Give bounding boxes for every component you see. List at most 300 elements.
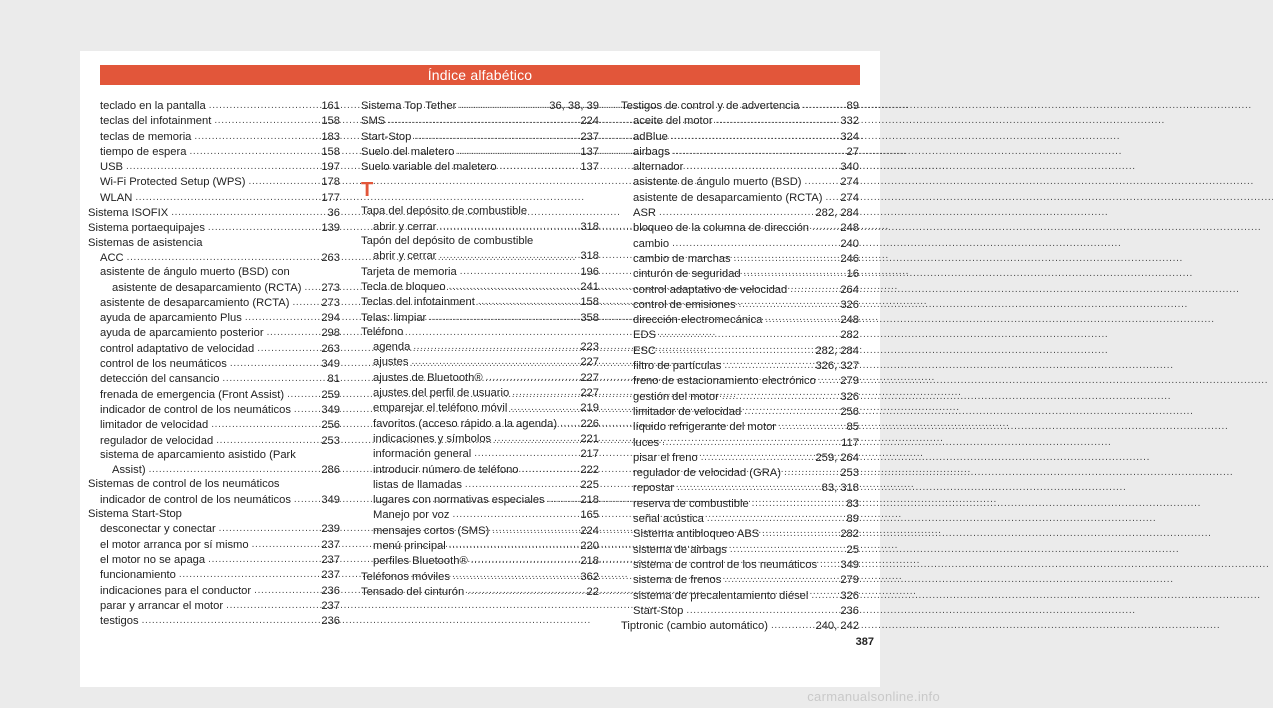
index-entry-page: 25: [846, 543, 859, 556]
index-entry-page: 183: [321, 130, 340, 143]
index-heading: Tapón del depósito de combustible: [361, 235, 534, 248]
index-entry-label: teclas del infotainment: [100, 115, 212, 128]
index-entry-page: 259: [321, 388, 340, 401]
dot-leader: [439, 248, 577, 263]
index-entry-page: 83: [846, 497, 859, 510]
dot-leader: [659, 205, 812, 220]
index-entry: [88, 537, 340, 552]
index-entry-label: Suelo del maletero: [361, 145, 455, 158]
index-entry: [361, 431, 599, 446]
index-entry: [621, 557, 859, 572]
index-entry-label: agenda: [373, 341, 411, 354]
index-entry-label: regulador de velocidad: [100, 434, 214, 447]
dot-leader: [254, 583, 318, 598]
index-heading: sistema de aparcamiento asistido (Park: [100, 448, 296, 461]
index-entry-page: 324: [840, 130, 859, 143]
index-entry-page: 223: [580, 341, 599, 354]
index-entry: [88, 583, 340, 598]
dot-leader: [672, 236, 837, 251]
index-entry-page: 139: [321, 222, 340, 235]
dot-leader: [429, 310, 577, 325]
index-entry: [361, 584, 599, 599]
index-entry-page: 239: [321, 523, 340, 536]
dot-leader: [771, 618, 812, 633]
dot-leader: [294, 402, 318, 417]
index-entry: [361, 523, 599, 538]
index-entry-page: 227: [580, 387, 599, 400]
dot-leader: [820, 557, 837, 572]
index-entry: [621, 373, 859, 388]
index-entry-label: cinturón de seguridad: [633, 268, 741, 281]
index-entry-label: Teclas del infotainment: [361, 296, 475, 309]
dot-leader: [439, 219, 577, 234]
index-entry-label: detección del cansancio: [100, 373, 220, 386]
index-entry-page: 224: [580, 115, 599, 128]
index-entry-page: 89: [846, 100, 859, 112]
index-entry-label: regulador de velocidad (GRA): [633, 467, 781, 480]
dot-leader: [287, 387, 318, 402]
page-number: 387: [855, 636, 874, 648]
index-entry-page: 358: [580, 311, 599, 324]
index-entry-page: 362: [580, 570, 599, 583]
index-entry-label: señal acústica: [633, 513, 704, 526]
index-entry: [621, 603, 859, 618]
index-entry: [88, 129, 340, 144]
index-entry: [361, 219, 599, 234]
index-entry: [621, 389, 859, 404]
index-entry-label: sistema de airbags: [633, 543, 727, 556]
dot-leader: [142, 613, 319, 628]
index-entry-label: dirección electromecánica: [633, 314, 763, 327]
index-entry: [361, 129, 599, 144]
index-entry-label: EDS: [633, 329, 657, 342]
index-entry: [88, 387, 340, 402]
index-heading: Sistemas de control de los neumáticos: [88, 478, 280, 491]
index-entry: [88, 402, 340, 417]
index-entry-page: 222: [580, 463, 599, 476]
index-entry-page: 237: [580, 130, 599, 143]
index-entry-label: desconectar y conectar: [100, 523, 216, 536]
index-entry-page: 349: [321, 493, 340, 506]
index-entry: [361, 279, 599, 294]
index-entry-page: 349: [321, 358, 340, 371]
index-entry-page: 221: [580, 432, 599, 445]
index-entry: [621, 236, 859, 251]
index-entry-page: 220: [580, 540, 599, 553]
index-entry: [621, 511, 859, 526]
index-entry: [621, 98, 859, 113]
index-entry: [361, 462, 599, 477]
dot-leader: [671, 129, 837, 144]
index-entry: [621, 113, 859, 128]
index-entry: [621, 526, 859, 541]
dot-leader: [659, 327, 837, 342]
index-entry-label: alternador: [633, 161, 684, 174]
index-entry: [621, 435, 859, 450]
index-entry-page: 326: [840, 298, 859, 311]
index-entry: [361, 113, 599, 128]
index-entry-page: 349: [321, 403, 340, 416]
index-entry: [621, 251, 859, 266]
index-entry-page: 178: [321, 176, 340, 189]
index-entry-label: asistente de desaparcamiento (RCTA): [112, 281, 302, 294]
index-entry: [621, 327, 859, 342]
index-entry-label: repostar: [633, 482, 675, 495]
index-entry-page: 217: [580, 448, 599, 461]
dot-leader: [252, 537, 319, 552]
dot-leader: [765, 312, 837, 327]
index-entry-label: Start-Stop: [361, 130, 412, 143]
dot-leader: [209, 98, 319, 113]
index-entry-label: control adaptativo de velocidad: [633, 283, 788, 296]
index-entry: [621, 588, 859, 603]
index-entry-page: 318: [580, 250, 599, 263]
dot-leader: [744, 266, 844, 281]
index-entry-page: 237: [321, 538, 340, 551]
index-entry: [621, 404, 859, 419]
index-entry: [361, 370, 599, 385]
index-entry-page: 137: [580, 145, 599, 158]
dot-leader: [257, 341, 318, 356]
dot-leader: [222, 371, 324, 386]
index-entry-page: 253: [321, 434, 340, 447]
index-entry: [621, 358, 859, 373]
index-entry-label: asistente de desaparcamiento (RCTA): [100, 296, 290, 309]
index-entry-page: 246: [840, 252, 859, 265]
index-entry-page: 294: [321, 312, 340, 325]
index-entry-label: control de los neumáticos: [100, 358, 227, 371]
dot-leader: [811, 588, 837, 603]
index-heading: Teléfono: [361, 325, 404, 338]
index-entry: [88, 144, 340, 159]
index-entry: [621, 174, 859, 189]
index-entry-page: 226: [580, 417, 599, 430]
index-entry: [88, 190, 340, 205]
dot-leader: [716, 113, 838, 128]
index-entry-page: 279: [840, 574, 859, 587]
index-entry-page: 237: [321, 569, 340, 582]
index-entry-label: ajustes del perfil de usuario: [373, 387, 510, 400]
index-entry-label: líquido refrigerante del motor: [633, 421, 777, 434]
dot-leader: [292, 295, 318, 310]
index-entry-page: 197: [321, 161, 340, 174]
index-entry: [88, 371, 340, 386]
dot-leader: [474, 446, 577, 461]
index-entry-page: 264: [840, 283, 859, 296]
dot-leader: [701, 450, 813, 465]
index-entry: [88, 552, 340, 567]
index-entry-label: parar y arrancar el motor: [100, 599, 224, 612]
index-entry: [88, 613, 340, 628]
index-entry-label: indicaciones y símbolos: [373, 432, 492, 445]
dot-leader: [686, 159, 837, 174]
index-entry: [361, 264, 599, 279]
index-entry-page: 85: [846, 421, 859, 434]
index-entry-label: el motor arranca por sí mismo: [100, 538, 249, 551]
index-entry: [361, 339, 599, 354]
index-entry: [621, 190, 859, 205]
dot-leader: [819, 373, 837, 388]
index-entry-label: pisar el freno: [633, 451, 698, 464]
index-entry: [621, 496, 859, 511]
dot-leader: [208, 220, 318, 235]
dot-leader: [784, 465, 837, 480]
dot-leader: [294, 492, 318, 507]
dot-leader: [825, 190, 837, 205]
dot-leader: [752, 496, 844, 511]
index-entry-label: control de emisiones: [633, 298, 736, 311]
dot-leader: [459, 98, 546, 113]
index-entry-label: emparejar el teléfono móvil: [373, 402, 508, 415]
index-entry-label: Telas: limpiar: [361, 311, 427, 324]
index-entry-page: 256: [321, 419, 340, 432]
index-entry: [621, 312, 859, 327]
index-entry-label: indicador de control de los neumáticos: [100, 493, 291, 506]
index-entry-label: ajustes de Bluetooth®: [373, 371, 483, 384]
index-entry-page: 282: [840, 329, 859, 342]
index-entry-page: 253: [840, 467, 859, 480]
index-entry-page: 165: [580, 509, 599, 522]
index-entry-page: 237: [321, 599, 340, 612]
index-entry-page: 332: [840, 115, 859, 128]
dot-leader: [734, 251, 838, 266]
index-entry-label: ASR: [633, 207, 657, 220]
index-entry-label: abrir y cerrar: [373, 220, 437, 233]
index-entry-label: favoritos (acceso rápido a la agenda): [373, 417, 558, 430]
index-entry: [621, 343, 859, 358]
dot-leader: [135, 190, 318, 205]
index-entry: [88, 174, 340, 189]
index-entry: [88, 295, 340, 310]
index-entry: [361, 507, 599, 522]
index-entry-page: 282: [840, 528, 859, 541]
index-entry-label: Tarjeta de memoria: [361, 265, 457, 278]
index-entry-page: 241: [580, 280, 599, 293]
index-entry: [621, 542, 859, 557]
index-entry-page: 274: [840, 176, 859, 189]
index-entry-label: WLAN: [100, 191, 133, 204]
index-entry-page: 298: [321, 327, 340, 340]
index-entry-page: 236: [321, 584, 340, 597]
dot-leader: [500, 159, 578, 174]
index-entry-page: 318: [580, 220, 599, 233]
dot-leader: [171, 205, 324, 220]
index-entry: [621, 419, 859, 434]
index-entry-page: 158: [321, 145, 340, 158]
index-entry-label: Wi-Fi Protected Setup (WPS): [100, 176, 246, 189]
index-entry-page: 326: [840, 390, 859, 403]
dot-leader: [411, 354, 577, 369]
index-entry-page: 225: [580, 478, 599, 491]
index-entry: [361, 98, 599, 113]
dot-leader: [722, 389, 838, 404]
index-entry-label: ayuda de aparcamiento posterior: [100, 327, 264, 340]
dot-leader: [662, 435, 838, 450]
index-entry-page: 279: [840, 375, 859, 388]
index-entry: [621, 129, 859, 144]
index-entry-label: perfiles Bluetooth®: [373, 555, 468, 568]
index-entry: [361, 294, 599, 309]
index-entry-label: USB: [100, 161, 124, 174]
dot-leader: [762, 526, 837, 541]
index-entry: [621, 297, 859, 312]
index-entry: [88, 159, 340, 174]
index-entry: [621, 465, 859, 480]
dot-leader: [413, 339, 577, 354]
index-entry-label: asistente de ángulo muerto (BSD): [633, 176, 802, 189]
dot-leader: [467, 584, 583, 599]
index-entry-label: Sistema Top Tether: [361, 100, 457, 112]
index-entry: [361, 538, 599, 553]
index-entry-label: Testigos de control y de advertencia: [621, 100, 800, 112]
index-column-1: [88, 98, 340, 628]
index-entry-page: 340: [840, 161, 859, 174]
index-entry: [361, 446, 599, 461]
index-entry-page: 282, 284: [815, 344, 859, 357]
index-entry: [361, 310, 599, 325]
index-entry-label: Suelo variable del maletero: [361, 161, 497, 174]
index-entry-page: 237: [321, 553, 340, 566]
index-entry-label: Tensado del cinturón: [361, 585, 465, 598]
index-entry-page: 227: [580, 356, 599, 369]
index-entry-label: gestión del motor: [633, 390, 719, 403]
index-entry: [88, 341, 340, 356]
index-entry-label: indicador de control de los neumáticos: [100, 403, 291, 416]
index-entry-label: bloqueo de la columna de dirección: [633, 222, 810, 235]
index-entry: [621, 450, 859, 465]
index-entry: [361, 385, 599, 400]
index-entry-page: 274: [840, 191, 859, 204]
dot-leader: [127, 250, 319, 265]
index-entry-page: 27: [846, 145, 859, 158]
dot-leader: [453, 507, 578, 522]
index-entry: [88, 280, 340, 295]
dot-leader: [724, 358, 812, 373]
index-entry-page: 349: [840, 558, 859, 571]
index-entry: [361, 400, 599, 415]
index-entry-page: 259, 264: [815, 451, 859, 464]
index-entry-label: sistema de precalentamiento diésel: [633, 589, 809, 602]
index-entry: [361, 569, 599, 584]
dot-leader: [779, 419, 844, 434]
dot-leader: [304, 280, 318, 295]
index-entry: [361, 492, 599, 507]
dot-leader: [214, 113, 318, 128]
dot-leader: [388, 113, 577, 128]
dot-leader: [460, 264, 578, 279]
index-entry-page: 218: [580, 555, 599, 568]
index-entry: [361, 477, 599, 492]
index-heading: Sistema Start-Stop: [88, 508, 182, 521]
dot-leader: [548, 492, 578, 507]
dot-leader: [216, 433, 318, 448]
index-entry-label: Tiptronic (cambio automático): [621, 620, 768, 633]
index-entry: [621, 205, 859, 220]
index-entry: [88, 417, 340, 432]
index-entry: [621, 572, 859, 587]
index-entry-page: 273: [321, 296, 340, 309]
index-entry-label: Start-Stop: [633, 604, 684, 617]
index-entry-page: 248: [840, 222, 859, 235]
index-entry-page: 286: [321, 464, 340, 477]
index-entry-label: testigos: [100, 615, 139, 628]
index-entry: [88, 598, 340, 613]
dot-leader: [211, 417, 318, 432]
dot-leader: [494, 431, 577, 446]
index-entry-page: 227: [580, 371, 599, 384]
index-entry-label: limitador de velocidad: [633, 405, 742, 418]
index-entry-label: información general: [373, 448, 472, 461]
index-entry-page: 161: [321, 100, 340, 112]
dot-leader: [457, 144, 577, 159]
index-entry-label: filtro de partículas: [633, 360, 722, 373]
index-entry-label: control adaptativo de velocidad: [100, 342, 255, 355]
dot-leader: [471, 553, 578, 568]
index-entry: [88, 356, 340, 371]
dot-leader: [208, 552, 318, 567]
index-entry-label: airbags: [633, 145, 670, 158]
index-column-2: [361, 98, 599, 599]
index-entry-label: aceite del motor: [633, 115, 713, 128]
index-entry-label: Sistema antibloqueo ABS: [633, 528, 760, 541]
index-entry-page: 16: [846, 268, 859, 281]
index-entry: [88, 113, 340, 128]
index-entry-page: 263: [321, 251, 340, 264]
dot-leader: [677, 480, 819, 495]
index-entry-label: mensajes cortos (SMS): [373, 524, 490, 537]
dot-leader: [707, 511, 844, 526]
dot-leader: [673, 144, 844, 159]
index-entry-page: 117: [841, 436, 859, 449]
index-entry: [88, 462, 340, 477]
index-entry-page: 282, 284: [815, 207, 859, 220]
index-entry-label: Sistema portaequipajes: [88, 222, 205, 235]
index-entry: [88, 220, 340, 235]
index-section-letter: T: [361, 179, 374, 202]
index-entry-label: teclas de memoria: [100, 130, 192, 143]
index-entry-label: Tecla de bloqueo: [361, 280, 446, 293]
index-entry: [621, 480, 859, 495]
index-entry-page: 240: [840, 237, 859, 250]
index-entry-label: luces: [633, 436, 660, 449]
index-entry: [88, 492, 340, 507]
index-entry: [88, 98, 340, 113]
dot-leader: [179, 567, 318, 582]
index-entry-label: menú principal: [373, 540, 446, 553]
dot-leader: [126, 159, 318, 174]
dot-leader: [805, 174, 838, 189]
index-heading: Sistemas de asistencia: [88, 236, 203, 249]
dot-leader: [149, 462, 319, 477]
index-entry-label: ACC: [100, 251, 124, 264]
index-entry-page: 158: [580, 296, 599, 309]
dot-leader: [739, 297, 838, 312]
dot-leader: [230, 356, 318, 371]
index-entry-label: teclado en la pantalla: [100, 100, 206, 112]
index-entry: [88, 205, 340, 220]
index-entry-page: 248: [840, 314, 859, 327]
index-entry-label: Manejo por voz: [373, 509, 450, 522]
dot-leader: [465, 477, 577, 492]
index-entry: [621, 282, 859, 297]
index-entry-label: lugares con normativas especiales: [373, 494, 545, 507]
dot-leader: [686, 603, 837, 618]
index-entry-page: 177: [321, 191, 340, 204]
dot-leader: [245, 310, 319, 325]
index-entry-label: SMS: [361, 115, 386, 128]
dot-leader: [510, 400, 577, 415]
index-heading: Tapa del depósito de combustible: [361, 205, 528, 218]
